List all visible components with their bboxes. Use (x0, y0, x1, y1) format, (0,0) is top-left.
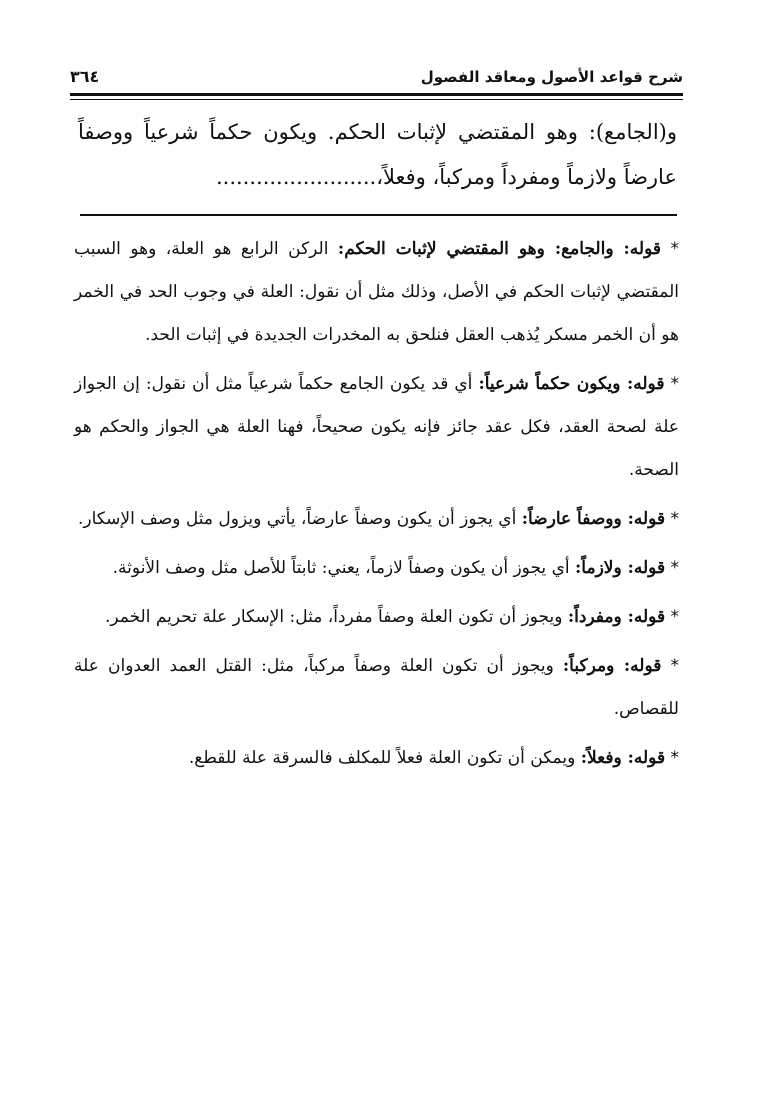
quoted-phrase: قوله: ومفرداً: (567, 607, 666, 627)
quoted-phrase: قوله: ويكون حكماً شرعياً: (478, 374, 665, 394)
quoted-phrase: قوله: والجامع: وهو المقتضي لإثبات الحكم: (337, 239, 662, 259)
asterisk-icon: * (670, 509, 679, 529)
header-rule-thin (70, 99, 683, 100)
asterisk-icon: * (670, 607, 679, 627)
paragraph-body: الركن الرابع هو العلة، وهو السبب المقتضي لإثبات الحكم في الأصل، وذلك مثل أن نقول: العلة في وجوب الحد في الخمر هو أن الخمر مسكر يُذهب العقل فنلحق به المخدرات الجديدة في إثبات الحد. (74, 239, 679, 345)
asterisk-icon: * (670, 558, 679, 578)
paragraph-body: أي قد يكون الجامع حكماً شرعياً مثل أن نقول: إن الجواز علة لصحة العقد، فكل عقد جائز فإنه يكون صحيحاً، فهنا العلة هي الجواز والحكم هو الصحة. (74, 374, 679, 480)
commentary-paragraph (74, 547, 679, 590)
quoted-phrase: قوله: ولازماً: (575, 558, 666, 578)
commentary-paragraph (74, 498, 679, 541)
paragraph-body: ويجوز أن تكون العلة وصفاً مفرداً، مثل: الإسكار علة تحريم الخمر. (104, 607, 568, 627)
asterisk-icon: * (670, 239, 679, 259)
commentary-paragraph (74, 363, 679, 492)
commentary-paragraph (74, 228, 679, 357)
paragraph-body: ويجوز أن تكون العلة وصفاً مركباً، مثل: القتل العمد العدوان علة للقصاص. (74, 656, 679, 719)
page-header (70, 62, 683, 92)
quoted-phrase: قوله: وفعلاً: (580, 748, 666, 768)
header-rule-thick (70, 93, 683, 96)
commentary-paragraph (74, 596, 679, 639)
quoted-phrase: قوله: ومركباً: (562, 656, 662, 676)
commentary-paragraph (74, 645, 679, 731)
matn-text: و(الجامع): وهو المقتضي لإثبات الحكم. ويكون حكماً شرعياً ووصفاً عارضاً ولازماً ومفرداً ومركباً، وفعلاً،........................ (78, 120, 677, 189)
paragraph-body: أي يجوز أن يكون وصفاً لازماً، يعني: ثابتاً للأصل مثل وصف الأنوثة. (112, 558, 576, 578)
quoted-phrase: قوله: ووصفاً عارضاً: (521, 509, 666, 529)
commentary (74, 228, 679, 786)
running-title: شرح قواعد الأصول ومعاقد الفصول (420, 68, 683, 86)
page-number: ٣٦٤ (70, 67, 100, 86)
asterisk-icon: * (670, 748, 679, 768)
asterisk-icon: * (670, 656, 680, 676)
paragraph-body: ويمكن أن تكون العلة فعلاً للمكلف فالسرقة علة للقطع. (188, 748, 581, 768)
paragraph-body: أي يجوز أن يكون وصفاً عارضاً، يأتي ويزول مثل وصف الإسكار. (78, 509, 522, 529)
asterisk-icon: * (670, 374, 679, 394)
matn-separator (80, 214, 677, 216)
commentary-paragraph (74, 737, 679, 780)
